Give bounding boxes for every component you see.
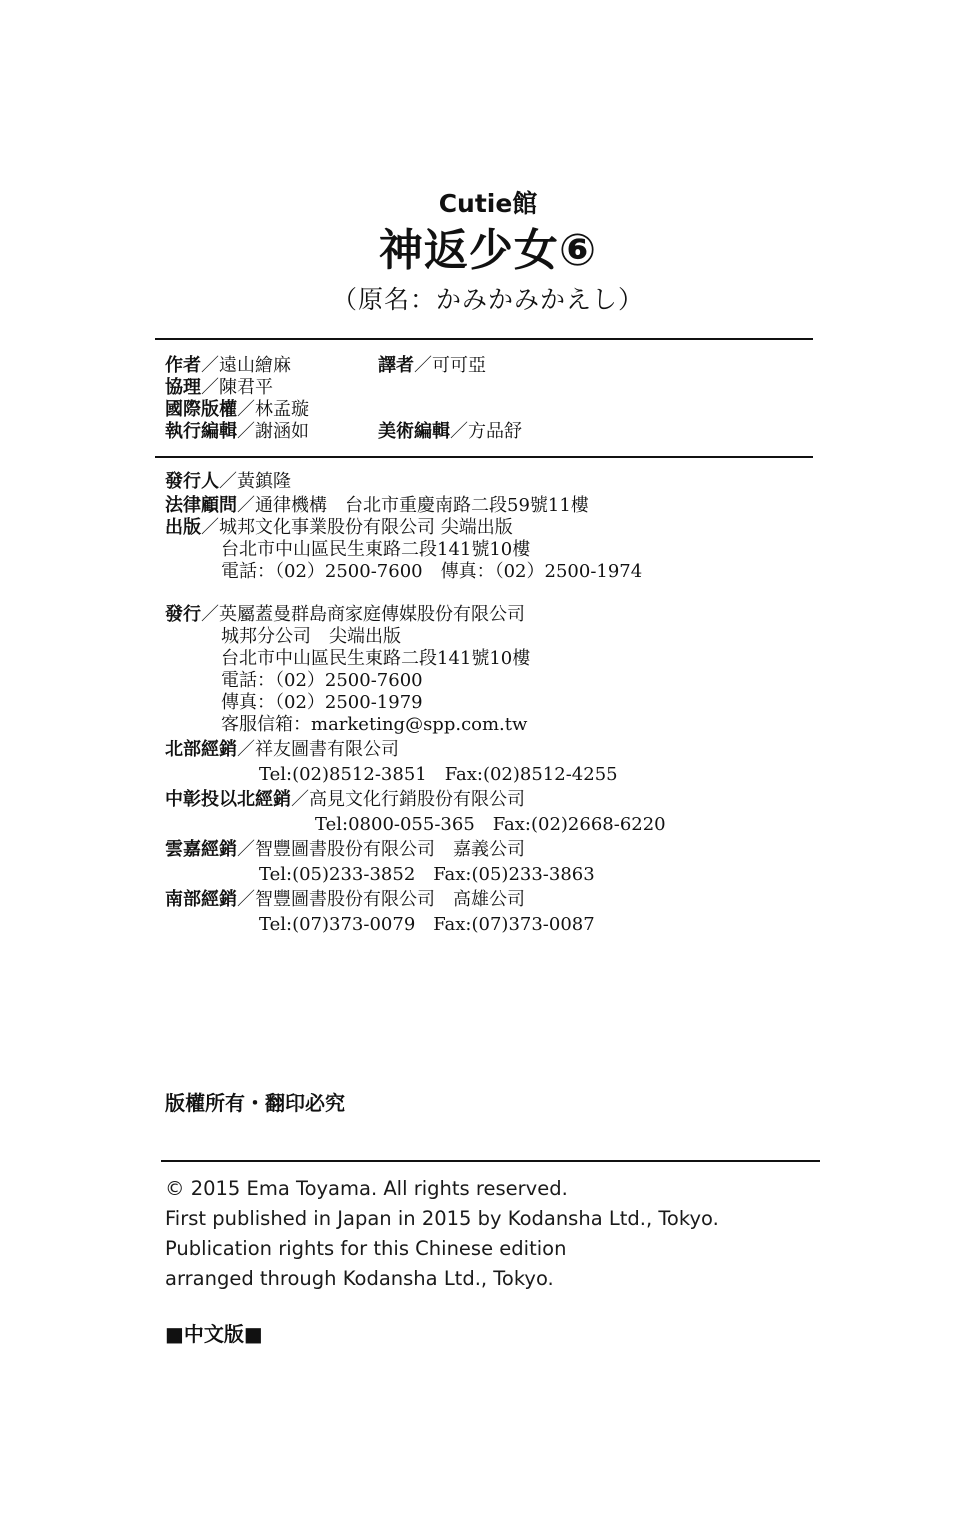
credit-translator [378, 355, 486, 377]
credit-sep: ／ [237, 399, 255, 420]
credit-value: 智豐圖書股份有限公司 高雄公司 [255, 889, 525, 910]
credit-label: 發行 [165, 604, 201, 625]
book-title: 神返少女⑥ [378, 225, 598, 276]
credit-label: 執行編輯 [165, 421, 237, 442]
south-distributor [165, 889, 525, 911]
credit-sep: ／ [237, 495, 255, 516]
publisher-name [165, 517, 513, 539]
north-distributor [165, 739, 399, 761]
publisher-legal [165, 495, 589, 517]
credit-sep: ／ [219, 471, 237, 492]
central-distributor [165, 789, 525, 811]
divider-middle [155, 456, 813, 458]
divider-bottom [161, 1160, 820, 1162]
credit-label: 美術編輯 [378, 421, 450, 442]
credit-label: 譯者 [378, 355, 414, 376]
credit-author [165, 355, 291, 377]
chinese-edition-mark: ■中文版■ [165, 1322, 263, 1346]
credit-label: 協理 [165, 377, 201, 398]
credit-value: 林孟璇 [255, 399, 309, 420]
copyright-line: © 2015 Ema Toyama. All rights reserved. [165, 1177, 568, 1200]
credit-sep: ／ [414, 355, 432, 376]
credit-sep: ／ [291, 789, 309, 810]
credit-sep: ／ [237, 839, 255, 860]
credit-sep: ／ [201, 517, 219, 538]
imprint-name: Cutie館 [438, 189, 538, 218]
north-contact: Tel:(02)8512-3851 Fax:(02)8512-4255 [259, 764, 618, 785]
publisher-phone: 電話：（02）2500-7600 傳真：（02）2500-1974 [221, 561, 643, 582]
credit-value: 高見文化行銷股份有限公司 [309, 789, 525, 810]
credit-value: 遠山繪麻 [219, 355, 291, 376]
credit-value: 英屬蓋曼群島商家庭傳媒股份有限公司 [219, 604, 525, 625]
distributor-phone: 電話：（02）2500-7600 [221, 670, 423, 691]
credit-value: 通律機構 台北市重慶南路二段59號11樓 [255, 495, 589, 516]
chiayi-distributor [165, 839, 525, 861]
credit-sep: ／ [237, 739, 255, 760]
distributor-email: 客服信箱：marketing@spp.com.tw [221, 714, 528, 735]
credit-label: 出版 [165, 517, 201, 538]
credit-label: 法律顧問 [165, 495, 237, 516]
credit-value: 方品舒 [468, 421, 522, 442]
original-title: （原名：かみかみかえし） [331, 285, 644, 314]
credit-value: 智豐圖書股份有限公司 嘉義公司 [255, 839, 525, 860]
distributor-fax: 傳真：（02）2500-1979 [221, 692, 423, 713]
credit-sep: ／ [201, 604, 219, 625]
credit-rights [165, 399, 309, 421]
credit-label: 雲嘉經銷 [165, 839, 237, 860]
credit-label: 中彰投以北經銷 [165, 789, 291, 810]
credit-sep: ／ [237, 889, 255, 910]
central-contact: Tel:0800-055-365 Fax:(02)2668-6220 [315, 814, 666, 835]
credit-art-editor [378, 421, 522, 443]
credit-label: 北部經銷 [165, 739, 237, 760]
publication-rights-line: Publication rights for this Chinese edition [165, 1237, 567, 1260]
arranged-line: arranged through Kodansha Ltd., Tokyo. [165, 1267, 554, 1290]
credit-value: 謝涵如 [255, 421, 309, 442]
credit-sep: ／ [201, 355, 219, 376]
credit-sep: ／ [450, 421, 468, 442]
credit-label: 作者 [165, 355, 201, 376]
distributor-address: 台北市中山區民生東路二段141號10樓 [221, 648, 531, 669]
chiayi-contact: Tel:(05)233-3852 Fax:(05)233-3863 [259, 864, 595, 885]
credit-label: 發行人 [165, 471, 219, 492]
credit-label: 國際版權 [165, 399, 237, 420]
first-published-line: First published in Japan in 2015 by Kodansha Ltd., Tokyo. [165, 1207, 719, 1230]
distributor-branch: 城邦分公司 尖端出版 [221, 626, 401, 647]
south-contact: Tel:(07)373-0079 Fax:(07)373-0087 [259, 914, 595, 935]
credit-editor [165, 421, 309, 443]
credit-assist [165, 377, 273, 399]
divider-top [155, 338, 813, 340]
credit-value: 黃鎮隆 [237, 471, 291, 492]
credit-value: 可可亞 [432, 355, 486, 376]
credit-value: 陳君平 [219, 377, 273, 398]
distributor-name [165, 604, 525, 626]
credit-value: 城邦文化事業股份有限公司 尖端出版 [219, 517, 513, 538]
credit-label: 南部經銷 [165, 889, 237, 910]
credit-sep: ／ [237, 421, 255, 442]
credit-value: 祥友圖書有限公司 [255, 739, 399, 760]
publisher-issuer [165, 471, 291, 493]
rights-reserved: 版權所有・翻印必究 [165, 1091, 345, 1115]
publisher-address: 台北市中山區民生東路二段141號10樓 [221, 539, 531, 560]
credit-sep: ／ [201, 377, 219, 398]
